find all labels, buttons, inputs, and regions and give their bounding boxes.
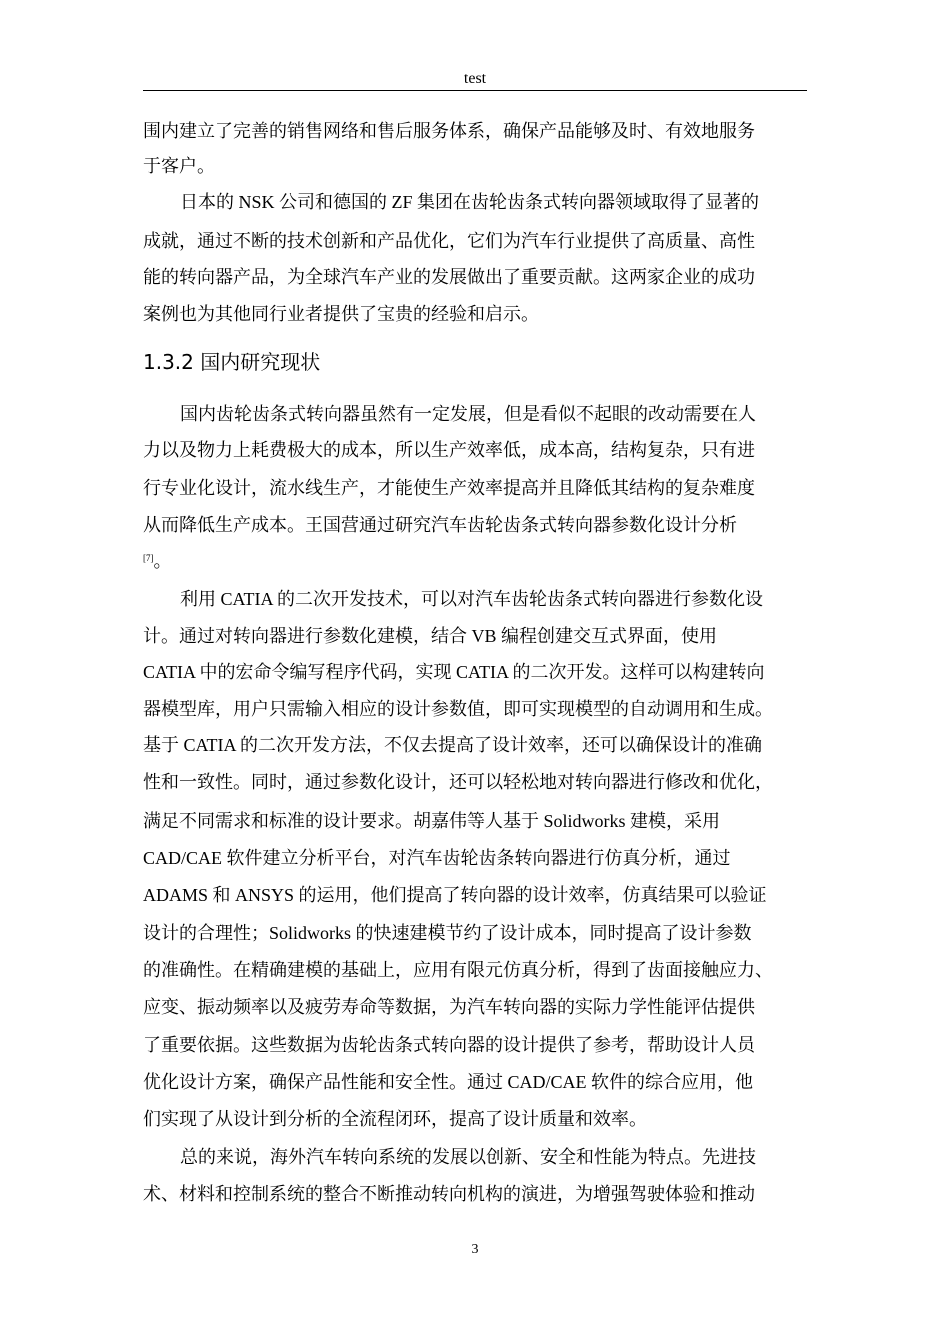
text-line: CAD/CAE 软件建立分析平台，对汽车齿轮齿条转向器进行仿真分析，通过 — [143, 848, 731, 868]
text-line: 们实现了从设计到分析的全流程闭环，提高了设计质量和效率。 — [143, 1109, 647, 1129]
text-line: 优化设计方案，确保产品性能和安全性。通过 CAD/CAE 软件的综合应用，他 — [143, 1072, 754, 1092]
text-line: 利用 CATIA 的二次开发技术，可以对汽车齿轮齿条式转向器进行参数化设 — [180, 589, 764, 609]
text-line: 能的转向器产品，为全球汽车产业的发展做出了重要贡献。这两家企业的成功 — [143, 267, 755, 287]
text-line: 满足不同需求和标准的设计要求。胡嘉伟等人基于 Solidworks 建模，采用 — [143, 811, 721, 831]
text-line: 的准确性。在精确建模的基础上，应用有限元仿真分析，得到了齿面接触应力、 — [143, 960, 773, 980]
text-line: 基于 CATIA 的二次开发方法，不仅去提高了设计效率，还可以确保设计的准确 — [143, 735, 763, 755]
text-line: 从而降低生产成本。王国营通过研究汽车齿轮齿条式转向器参数化设计分析 — [143, 515, 737, 535]
text-line: 日本的 NSK 公司和德国的 ZF 集团在齿轮齿条式转向器领域取得了显著的 — [180, 192, 760, 212]
text-line: 术、材料和控制系统的整合不断推动转向机构的演进，为增强驾驶体验和推动 — [143, 1184, 755, 1204]
section-heading: 1.3.2 国内研究现状 — [143, 350, 321, 374]
text-line: ADAMS 和 ANSYS 的运用，他们提高了转向器的设计效率，仿真结果可以验证 — [143, 885, 767, 905]
text-line: 设计的合理性；Solidworks 的快速建模节约了设计成本，同时提高了设计参数 — [143, 923, 752, 943]
page-number: 3 — [471, 1242, 479, 1257]
text-line: 应变、振动频率以及疲劳寿命等数据，为汽车转向器的实际力学性能评估提供 — [143, 997, 755, 1017]
citation-line — [143, 547, 172, 572]
text-line: 总的来说，海外汽车转向系统的发展以创新、安全和性能为特点。先进技 — [180, 1147, 756, 1167]
text-line: 计。通过对转向器进行参数化建模，结合 VB 编程创建交互式界面，使用 — [143, 626, 718, 646]
text-line: 于客户。 — [143, 156, 215, 176]
text-line: 了重要依据。这些数据为齿轮齿条式转向器的设计提供了参考，帮助设计人员 — [143, 1035, 755, 1055]
text-line: 国内齿轮齿条式转向器虽然有一定发展，但是看似不起眼的改动需要在人 — [180, 404, 756, 424]
text-line: 性和一致性。同时，通过参数化设计，还可以轻松地对转向器进行修改和优化， — [143, 772, 773, 792]
text-line: 成就，通过不断的技术创新和产品优化，它们为汽车行业提供了高质量、高性 — [143, 231, 755, 251]
text-line: 行专业化设计，流水线生产，才能使生产效率提高并且降低其结构的复杂难度 — [143, 478, 755, 498]
text-line: 案例也为其他同行业者提供了宝贵的经验和启示。 — [143, 304, 539, 324]
citation-period: 。 — [153, 551, 172, 571]
citation-reference: [7] — [143, 553, 154, 563]
header-rule — [143, 90, 807, 91]
text-line: 器模型库，用户只需输入相应的设计参数值，即可实现模型的自动调用和生成。 — [143, 699, 773, 719]
text-line: 围内建立了完善的销售网络和售后服务体系，确保产品能够及时、有效地服务 — [143, 121, 755, 141]
header-title: test — [463, 70, 487, 87]
text-line: CATIA 中的宏命令编写程序代码，实现 CATIA 的二次开发。这样可以构建转向 — [143, 662, 765, 682]
text-line: 力以及物力上耗费极大的成本，所以生产效率低，成本高，结构复杂，只有进 — [143, 440, 755, 460]
